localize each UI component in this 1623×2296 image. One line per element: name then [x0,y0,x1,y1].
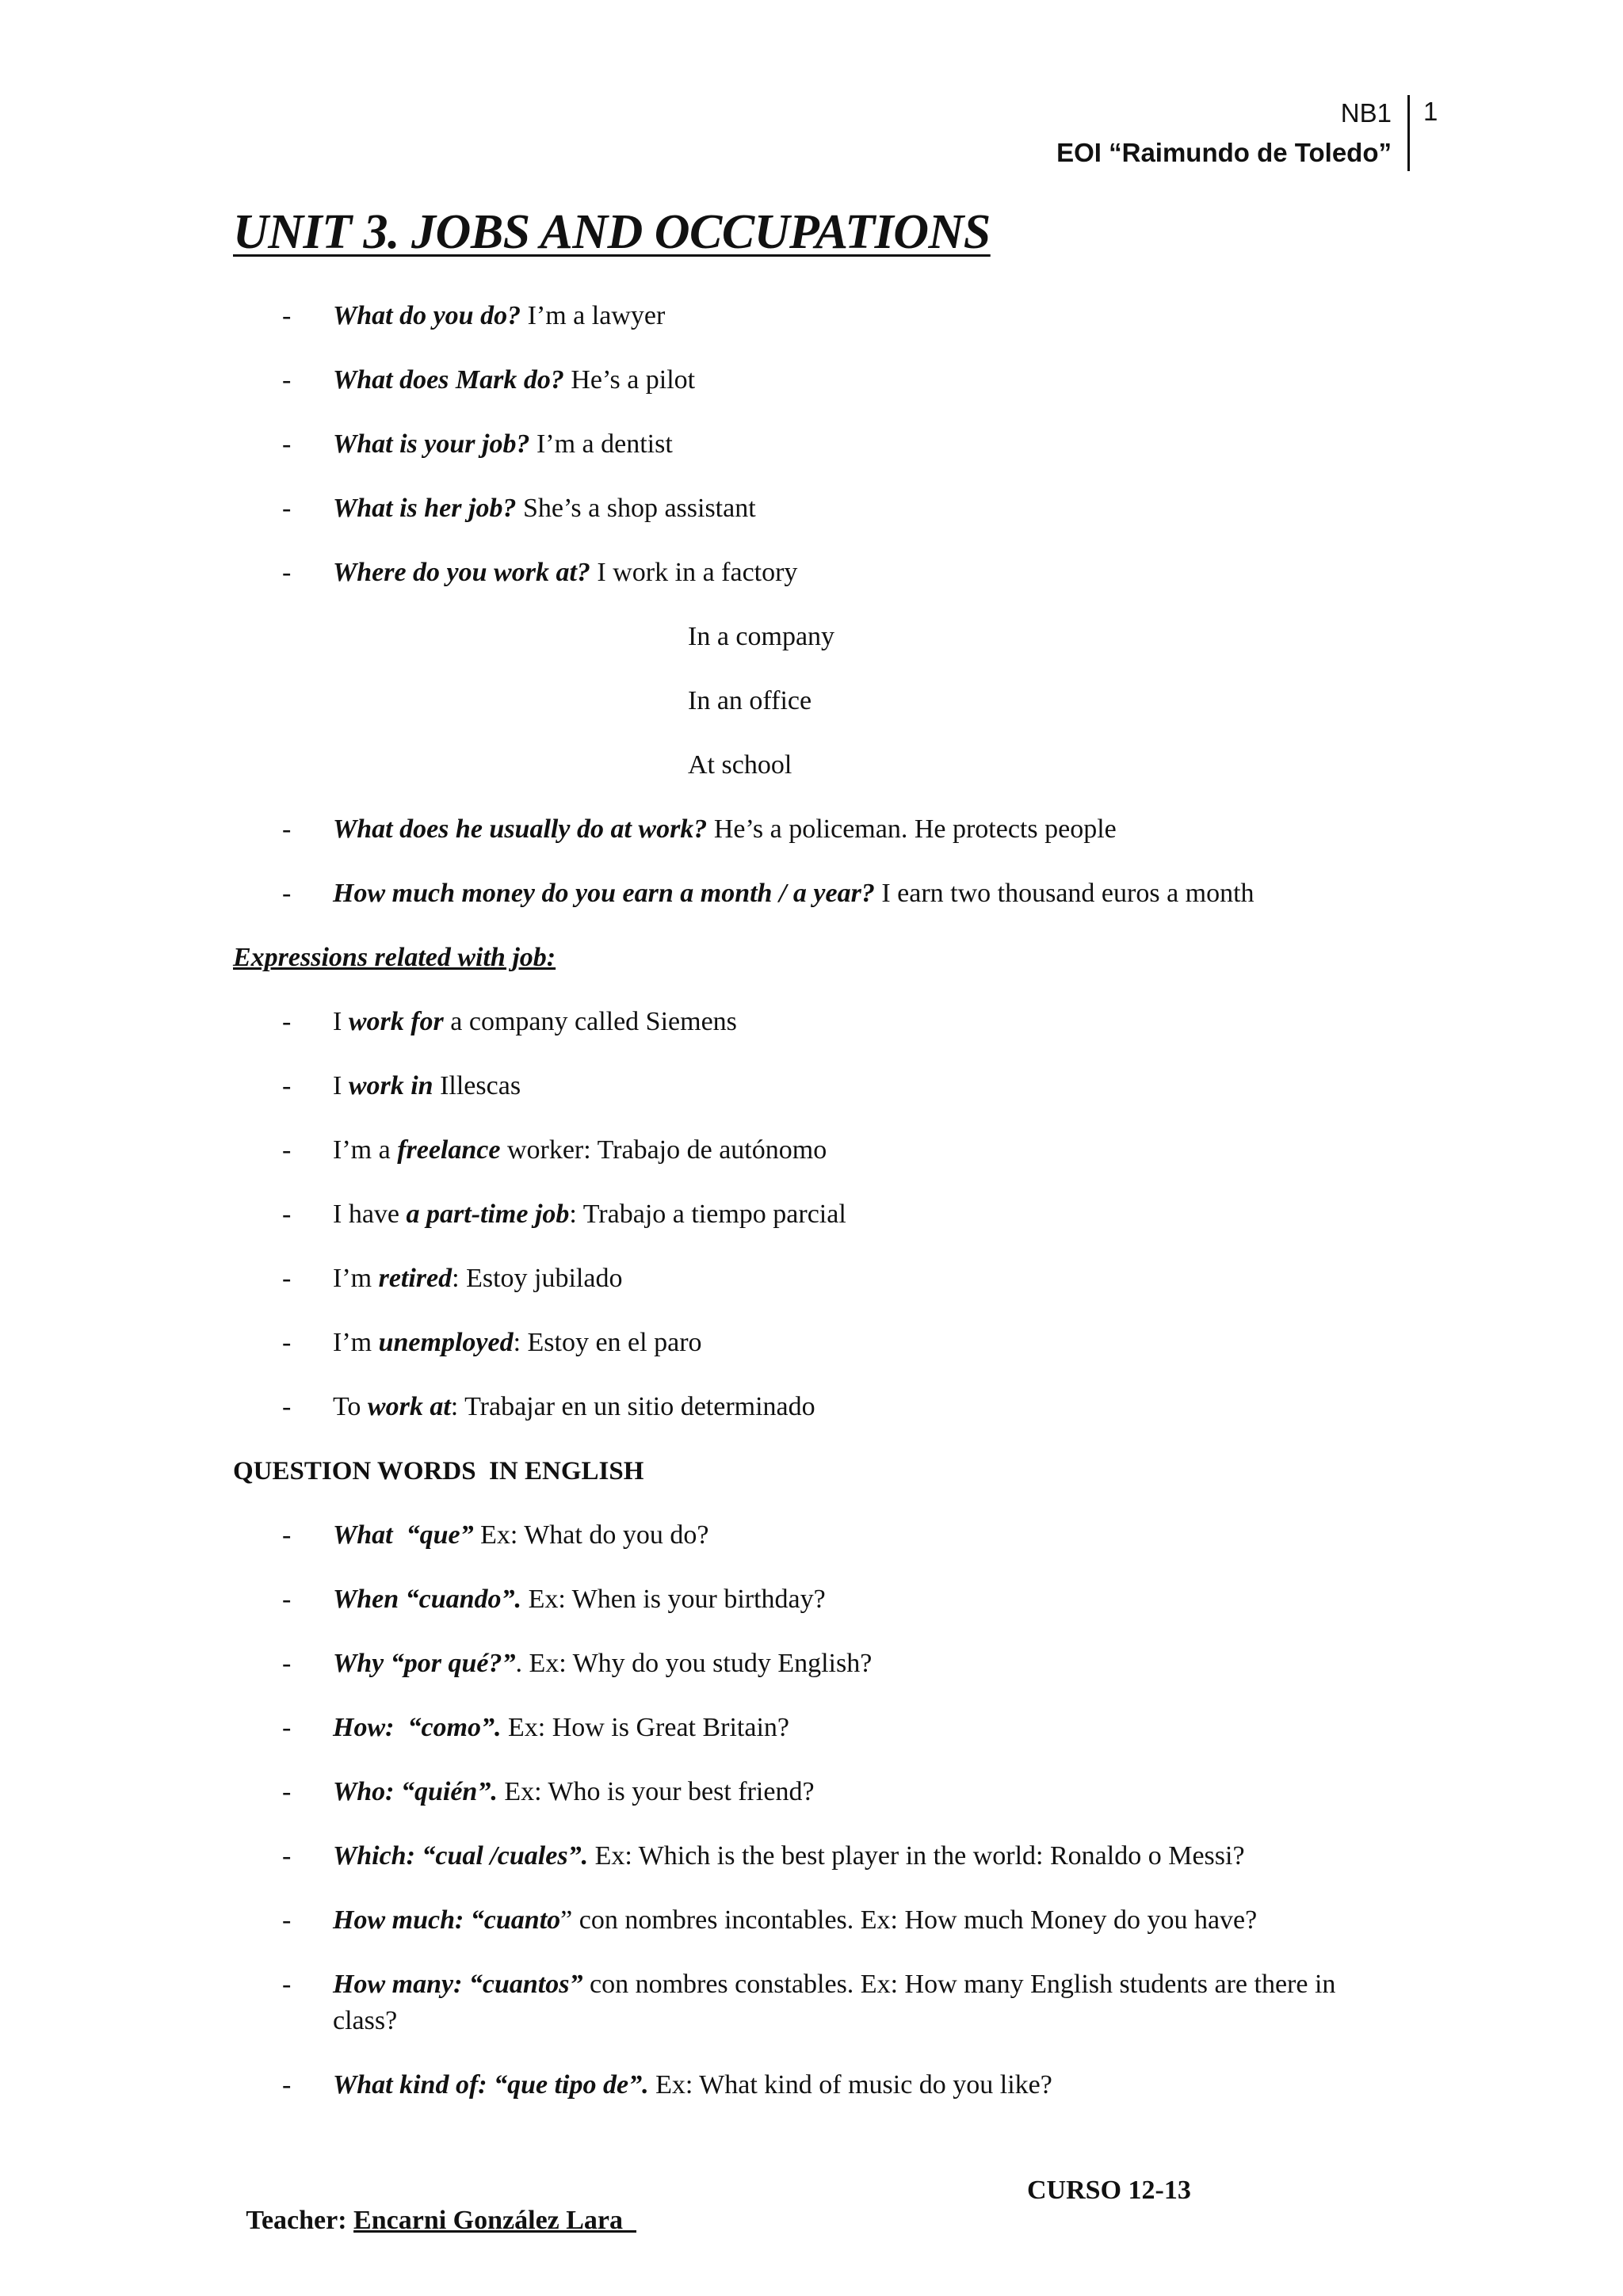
expression-term: work in [348,1071,433,1100]
question-word: How many: “cuantos” [333,1970,583,1999]
bullet-dash: - [282,1777,292,1806]
expression-prefix: I [333,1071,349,1100]
bullet-dash: - [282,1520,292,1550]
bullet-dash: - [282,558,292,587]
expression-prefix: I’m a [333,1135,398,1165]
answer-text: She’s a shop assistant [516,494,756,523]
bullet-dash: - [282,1199,292,1229]
question-example: Ex: Who is your best friend? [497,1777,815,1806]
page-title: UNIT 3. JOBS AND OCCUPATIONS [233,205,991,259]
bullet-dash: - [282,1713,292,1742]
work-place-item: In an office [688,686,812,715]
expression-prefix: To [333,1392,368,1421]
expression-meaning: : Trabajo a tiempo parcial [569,1199,846,1229]
question-text: What is your job? [333,429,530,459]
question-example: con nombres constables. Ex: How many English students are there in class? [333,1970,1336,2035]
answer-text: I’m a dentist [529,429,673,459]
expression-meaning: : Estoy jubilado [452,1264,623,1293]
bullet-dash: - [282,1071,292,1100]
question-text: What does Mark do? [333,365,564,395]
footer-teacher [233,2176,636,2236]
expression-meaning: : Trabajar en un sitio determinado [450,1392,815,1421]
bullet-dash: - [282,814,292,844]
expression-meaning: worker: Trabajo de autónomo [500,1135,827,1165]
question-text: How much money do you earn a month / a year? [333,879,875,908]
expression-term: freelance [397,1135,501,1165]
page-number: 1 [1423,97,1438,126]
expression-meaning: a company called Siemens [443,1007,737,1036]
bullet-dash: - [282,365,292,395]
question-word: Who: “quién”. [333,1777,498,1806]
answer-text: I earn two thousand euros a month [874,879,1254,908]
footer-course: CURSO 12-13 [1027,2176,1191,2205]
bullet-dash: - [282,1841,292,1871]
expression-term: work at [367,1392,451,1421]
expression-term: a part-time job [406,1199,570,1229]
bullet-dash: - [282,1135,292,1165]
page-header [1056,93,1404,173]
bullet-dash: - [282,879,292,908]
expression-meaning: : Estoy en el paro [513,1328,702,1357]
question-example: Ex: When is your birthday? [521,1585,826,1614]
question-text: What do you do? [333,301,521,330]
bullet-dash: - [282,494,292,523]
expression-meaning: Illescas [433,1071,521,1100]
question-text: What does he usually do at work? [333,814,708,844]
answer-text: He’s a pilot [563,365,696,395]
teacher-name: Encarni González Lara [353,2206,637,2235]
bullet-dash: - [282,1649,292,1678]
question-word: How much: “cuanto [333,1905,561,1935]
bullet-dash: - [282,429,292,459]
expression-term: retired [378,1264,453,1293]
bullet-dash: - [282,1392,292,1421]
header-organization: EOI “Raimundo de Toledo” [1056,138,1392,167]
bullet-dash: - [282,2070,292,2100]
work-place-item: In a company [688,622,835,651]
expressions-heading: Expressions related with job: [233,943,556,972]
question-example: ” con nombres incontables. Ex: How much Money do you have? [560,1905,1258,1935]
bullet-dash: - [282,1970,292,1999]
teacher-label: Teacher: [246,2206,354,2235]
expression-prefix: I [333,1007,349,1036]
question-text: Where do you work at? [333,558,590,587]
work-place-item: At school [688,750,792,780]
expression-term: unemployed [378,1328,514,1357]
bullet-dash: - [282,301,292,330]
question-word: Which: “cual /cuales”. [333,1841,589,1871]
header-divider [1407,95,1410,171]
question-example: Ex: How is Great Britain? [501,1713,790,1742]
bullet-dash: - [282,1328,292,1357]
bullet-dash: - [282,1585,292,1614]
bullet-dash: - [282,1905,292,1935]
question-word: Why “por qué?” [333,1649,516,1678]
question-word: How: “como”. [333,1713,502,1742]
question-example: . Ex: Why do you study English? [515,1649,873,1678]
answer-text: I’m a lawyer [521,301,666,330]
question-word: What “que” [333,1520,474,1550]
list-item-wrapped-text [333,1966,1387,2039]
answer-text: I work in a factory [590,558,798,587]
header-code: NB1 [1340,98,1392,128]
question-text: What is her job? [333,494,517,523]
question-word: When “cuando”. [333,1585,522,1614]
bullet-dash: - [282,1007,292,1036]
bullet-dash: - [282,1264,292,1293]
answer-text: He’s a policeman. He protects people [707,814,1117,844]
expression-prefix: I’m [333,1264,379,1293]
expression-term: work for [348,1007,444,1036]
question-example: Ex: Which is the best player in the world: Ronaldo o Messi? [588,1841,1245,1871]
question-word: What kind of: “que tipo de”. [333,2070,649,2100]
question-example: Ex: What kind of music do you like? [648,2070,1052,2100]
expression-prefix: I’m [333,1328,379,1357]
question-example: Ex: What do you do? [473,1520,709,1550]
question-words-heading: QUESTION WORDS IN ENGLISH [233,1457,644,1486]
expression-prefix: I have [333,1199,407,1229]
